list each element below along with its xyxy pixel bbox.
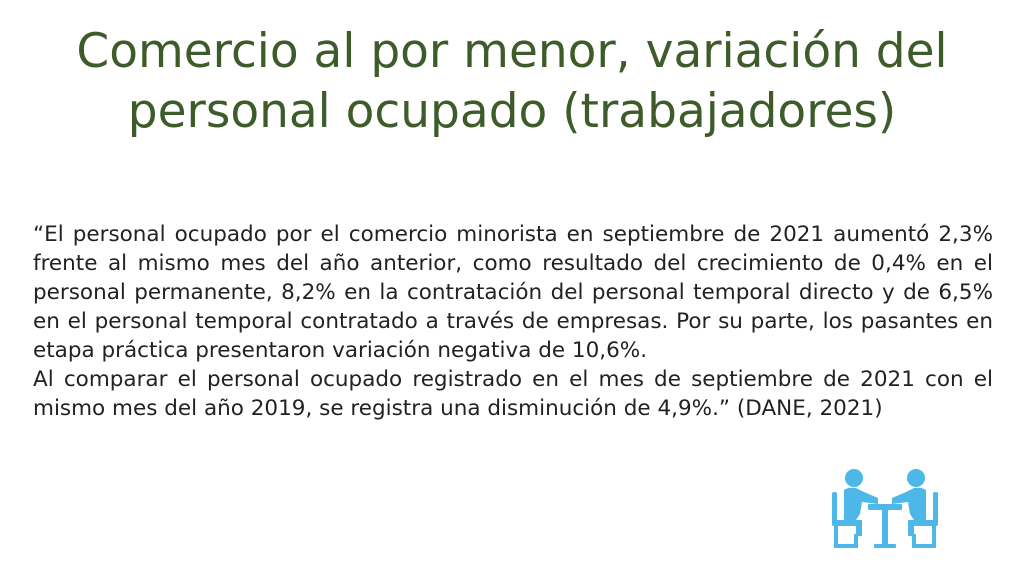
meeting-table-icon bbox=[826, 468, 944, 550]
quote-paragraph-1: “El personal ocupado por el comercio minorista en septiembre de 2021 aumentó 2,3% frente al mismo mes del año anterior, como resultado del crecimiento de 0,4% en el personal permanente, 8,2% en la contratación del personal temporal directo y de 6,5% en el personal temporal contratado a través de empresas. Por su parte, los pasantes en etapa práctica presentaron variación negativa de 10,6%. bbox=[33, 222, 993, 363]
quote-body bbox=[33, 220, 993, 423]
quote-paragraph-2: Al comparar el personal ocupado registrado en el mes de septiembre de 2021 con el mismo mes del año 2019, se registra una disminución de 4,9%.” (DANE, 2021) bbox=[33, 367, 993, 421]
slide-title: Comercio al por menor, variación del personal ocupado (trabajadores) bbox=[76, 24, 948, 139]
